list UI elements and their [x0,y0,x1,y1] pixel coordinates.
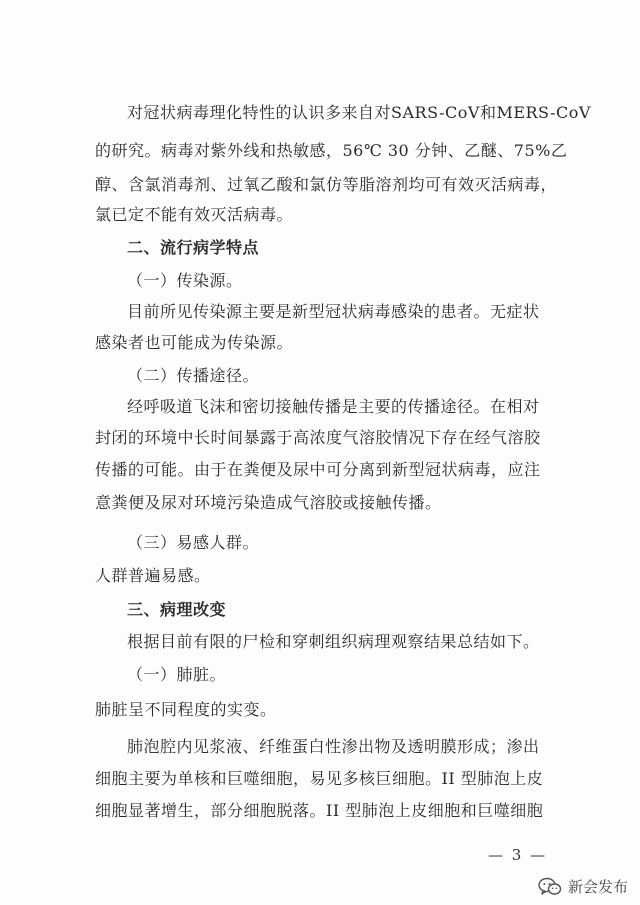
page-number: — 3 — [488,846,548,864]
section-heading: 二、流行病学特点 [127,238,260,257]
watermark-text: 新会发布 [567,878,628,896]
text-line: 肺泡腔内见浆液、纤维蛋白性渗出物及透明膜形成；渗出 [127,737,540,756]
text-line: 的研究。病毒对紫外线和热敏感，56℃ 30 分钟、乙醚、75%乙 [95,141,568,160]
text-line: 氯已定不能有效灭活病毒。 [95,205,294,224]
text-line: 封闭的环境中长时间暴露于高浓度气溶胶情况下存在经气溶胶 [95,428,541,447]
text-line: 经呼吸道飞沫和密切接触传播是主要的传播途径。在相对 [127,397,540,416]
subsection-heading: （三）易感人群。 [127,533,260,552]
wechat-icon [538,877,562,897]
text-line: 人群普遍易感。 [95,566,211,585]
text-line: 细胞显著增生，部分细胞脱落。II 型肺泡上皮细胞和巨噬细胞 [95,801,544,820]
text-line: 根据目前有限的尸检和穿刺组织病理观察结果总结如下。 [127,632,540,651]
text-line: 对冠状病毒理化特性的认识多来自对SARS-CoV和MERS-CoV [127,103,591,122]
subsection-heading: （二）传播途径。 [127,366,260,385]
section-heading: 三、病理改变 [127,600,227,619]
text-line: 醇、含氯消毒剂、过氧乙酸和氯仿等脂溶剂均可有效灭活病毒， [95,175,558,194]
text-line: 传播的可能。由于在粪便及尿中可分离到新型冠状病毒，应注 [95,460,541,479]
subsection-heading: （一）肺脏。 [127,665,227,684]
text-line: 意粪便及尿对环境污染造成气溶胶或接触传播。 [95,493,442,512]
text-line: 细胞主要为单核和巨噬细胞，易见多核巨细胞。II 型肺泡上皮 [95,769,544,788]
text-line: 肺脏呈不同程度的实变。 [95,700,277,719]
text-line: 感染者也可能成为传染源。 [95,333,294,352]
watermark [538,876,628,897]
subsection-heading: （一）传染源。 [127,271,243,290]
text-line: 目前所见传染源主要是新型冠状病毒感染的患者。无症状 [127,302,540,321]
